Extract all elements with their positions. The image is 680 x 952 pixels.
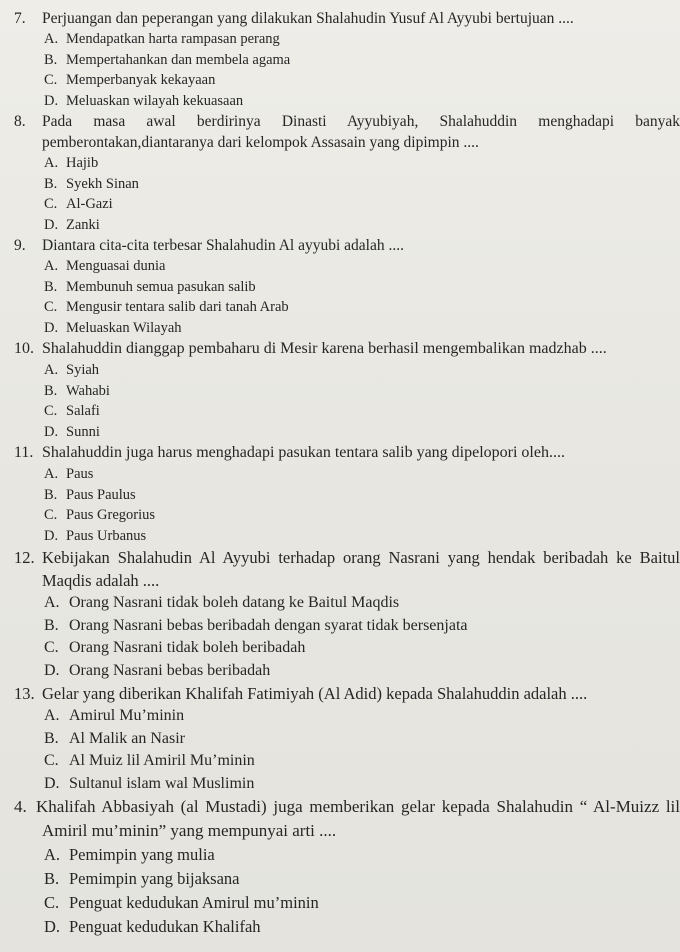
option-label: D. [44, 774, 60, 792]
option-d[interactable] [0, 773, 680, 796]
option-text: Paus Gregorius [66, 507, 156, 523]
option-text: Syiah [66, 362, 100, 378]
option-text: Orang Nasrani bebas beribadah [69, 661, 271, 679]
option-text: Paus [66, 466, 94, 482]
option-text: Sultanul islam wal Muslimin [69, 774, 255, 792]
question-stem [6, 442, 680, 464]
option-label: B. [44, 869, 60, 888]
option-d[interactable] [0, 915, 680, 939]
option-a[interactable] [0, 360, 680, 381]
question-stem [6, 338, 680, 360]
question-stem [6, 8, 680, 29]
question-number: 9. [14, 237, 26, 254]
option-c[interactable] [0, 505, 680, 526]
question-text: Perjuangan dan peperangan yang dilakukan Shalahudin Yusuf Al Ayyubi bertujuan .... [42, 10, 574, 27]
option-c[interactable] [0, 194, 680, 215]
option-text: Penguat kedudukan Khalifah [69, 917, 261, 936]
option-label: D. [44, 423, 59, 440]
option-label: B. [44, 175, 58, 192]
question-stem [6, 546, 680, 592]
option-c[interactable] [0, 891, 680, 915]
option-c[interactable] [0, 70, 680, 91]
option-text: Wahabi [66, 382, 110, 399]
option-b[interactable] [0, 728, 680, 751]
option-text: Memperbanyak kekayaan [66, 72, 216, 88]
option-label: D. [44, 216, 59, 233]
option-text: Paus Paulus [66, 486, 136, 503]
question-12 [0, 546, 680, 682]
option-a[interactable] [0, 153, 680, 174]
question-stem [6, 235, 680, 256]
option-label: C. [44, 893, 60, 912]
question-text: Shalahuddin juga harus menghadapi pasukan tentara salib yang dipelopori oleh.... [42, 444, 565, 461]
option-label: A. [44, 258, 59, 274]
question-14 [0, 795, 680, 939]
option-b[interactable] [0, 867, 680, 891]
option-label: A. [44, 594, 60, 611]
option-label: A. [44, 466, 59, 482]
option-text: Pemimpin yang mulia [69, 845, 215, 864]
option-text: Al Muiz lil Amiril Mu’minin [69, 752, 255, 769]
option-label: D. [44, 92, 59, 109]
option-label: C. [44, 196, 58, 212]
option-text: Al Malik an Nasir [69, 729, 185, 747]
question-7 [0, 0, 680, 111]
option-label: A. [44, 845, 61, 864]
option-text: Orang Nasrani tidak boleh beribadah [69, 639, 306, 656]
option-label: A. [44, 31, 59, 47]
question-11 [0, 442, 680, 546]
question-text: Pada masa awal berdirinya Dinasti Ayyubiyah, Shalahuddin menghadapi banyak pemberontakan,diantaranya dari kelompok Assasain yang dipimpin .... [42, 113, 680, 151]
option-a[interactable] [0, 256, 680, 277]
option-text: Membunuh semua pasukan salib [66, 278, 256, 295]
option-text: Pemimpin yang bijaksana [69, 869, 240, 888]
option-b[interactable] [0, 50, 680, 71]
option-label: A. [44, 362, 59, 378]
option-a[interactable] [0, 592, 680, 615]
option-text: Salafi [66, 403, 100, 419]
option-text: Mempertahankan dan membela agama [66, 51, 291, 68]
option-label: D. [44, 917, 61, 936]
option-text: Mengusir tentara salib dari tanah Arab [66, 299, 289, 315]
question-text: Khalifah Abbasiyah (al Mustadi) juga memberikan gelar kepada Shalahudin “ Al-Muizz lil Amiril mu’minin” yang mempunyai arti .... [36, 797, 680, 840]
option-text: Paus Urbanus [66, 527, 147, 544]
option-label: C. [44, 299, 58, 315]
question-10 [0, 338, 680, 442]
option-label: A. [44, 155, 59, 171]
option-b[interactable] [0, 381, 680, 402]
option-label: B. [44, 616, 59, 634]
option-b[interactable] [0, 174, 680, 195]
option-d[interactable] [0, 91, 680, 112]
question-text: Gelar yang diberikan Khalifah Fatimiyah (Al Adid) kepada Shalahuddin adalah .... [42, 684, 588, 703]
option-text: Al-Gazi [66, 196, 113, 212]
question-stem [6, 795, 680, 843]
option-text: Meluaskan wilayah kekuasaan [66, 92, 244, 109]
option-label: C. [44, 639, 59, 656]
question-9 [0, 235, 680, 338]
option-d[interactable] [0, 526, 680, 547]
option-d[interactable] [0, 318, 680, 339]
option-label: B. [44, 382, 58, 399]
option-d[interactable] [0, 215, 680, 236]
option-text: Orang Nasrani bebas beribadah dengan syarat tidak bersenjata [69, 616, 468, 634]
question-8 [0, 111, 680, 235]
option-text: Zanki [66, 216, 100, 233]
question-text: Shalahuddin dianggap pembaharu di Mesir karena berhasil mengembalikan madzhab .... [42, 340, 607, 357]
option-b[interactable] [0, 277, 680, 298]
option-label: D. [44, 527, 59, 544]
option-label: B. [44, 51, 58, 68]
option-label: C. [44, 403, 58, 419]
option-text: Mendapatkan harta rampasan perang [66, 31, 280, 47]
question-stem [6, 682, 680, 705]
option-text: Meluaskan Wilayah [66, 319, 182, 336]
option-b[interactable] [0, 615, 680, 638]
question-text: Diantara cita-cita terbesar Shalahudin Al ayyubi adalah .... [42, 237, 404, 254]
question-number: 10. [14, 340, 34, 357]
option-text: Menguasai dunia [66, 258, 166, 274]
option-c[interactable] [0, 750, 680, 773]
question-13 [0, 682, 680, 795]
option-text: Syekh Sinan [66, 175, 139, 192]
option-label: B. [44, 278, 58, 295]
option-a[interactable] [0, 843, 680, 867]
option-c[interactable] [0, 401, 680, 422]
question-number: 8. [14, 113, 26, 130]
option-b[interactable] [0, 485, 680, 506]
question-text: Kebijakan Shalahudin Al Ayyubi terhadap orang Nasrani yang hendak beribadah ke Baitul Maqdis adalah .... [42, 548, 680, 590]
option-d[interactable] [0, 422, 680, 443]
option-c[interactable] [0, 297, 680, 318]
option-text: Penguat kedudukan Amirul mu’minin [69, 893, 319, 912]
option-text: Hajib [66, 155, 99, 171]
option-label: B. [44, 486, 58, 503]
option-a[interactable] [0, 464, 680, 485]
option-label: D. [44, 661, 60, 679]
option-a[interactable] [0, 29, 680, 50]
option-label: C. [44, 752, 59, 769]
option-label: B. [44, 729, 59, 747]
option-label: C. [44, 72, 58, 88]
option-text: Orang Nasrani tidak boleh datang ke Baitul Maqdis [69, 594, 400, 611]
question-number: 13. [14, 684, 35, 703]
question-stem [6, 111, 680, 153]
option-label: A. [44, 707, 60, 724]
question-number: 12. [14, 548, 35, 567]
option-label: C. [44, 507, 58, 523]
question-number: 4. [14, 797, 27, 816]
question-number: 7. [14, 10, 26, 27]
option-a[interactable] [0, 705, 680, 728]
option-c[interactable] [0, 637, 680, 660]
question-number: 11. [14, 444, 34, 461]
option-label: D. [44, 319, 59, 336]
option-d[interactable] [0, 660, 680, 683]
option-text: Sunni [66, 423, 100, 440]
option-text: Amirul Mu’minin [69, 707, 185, 724]
